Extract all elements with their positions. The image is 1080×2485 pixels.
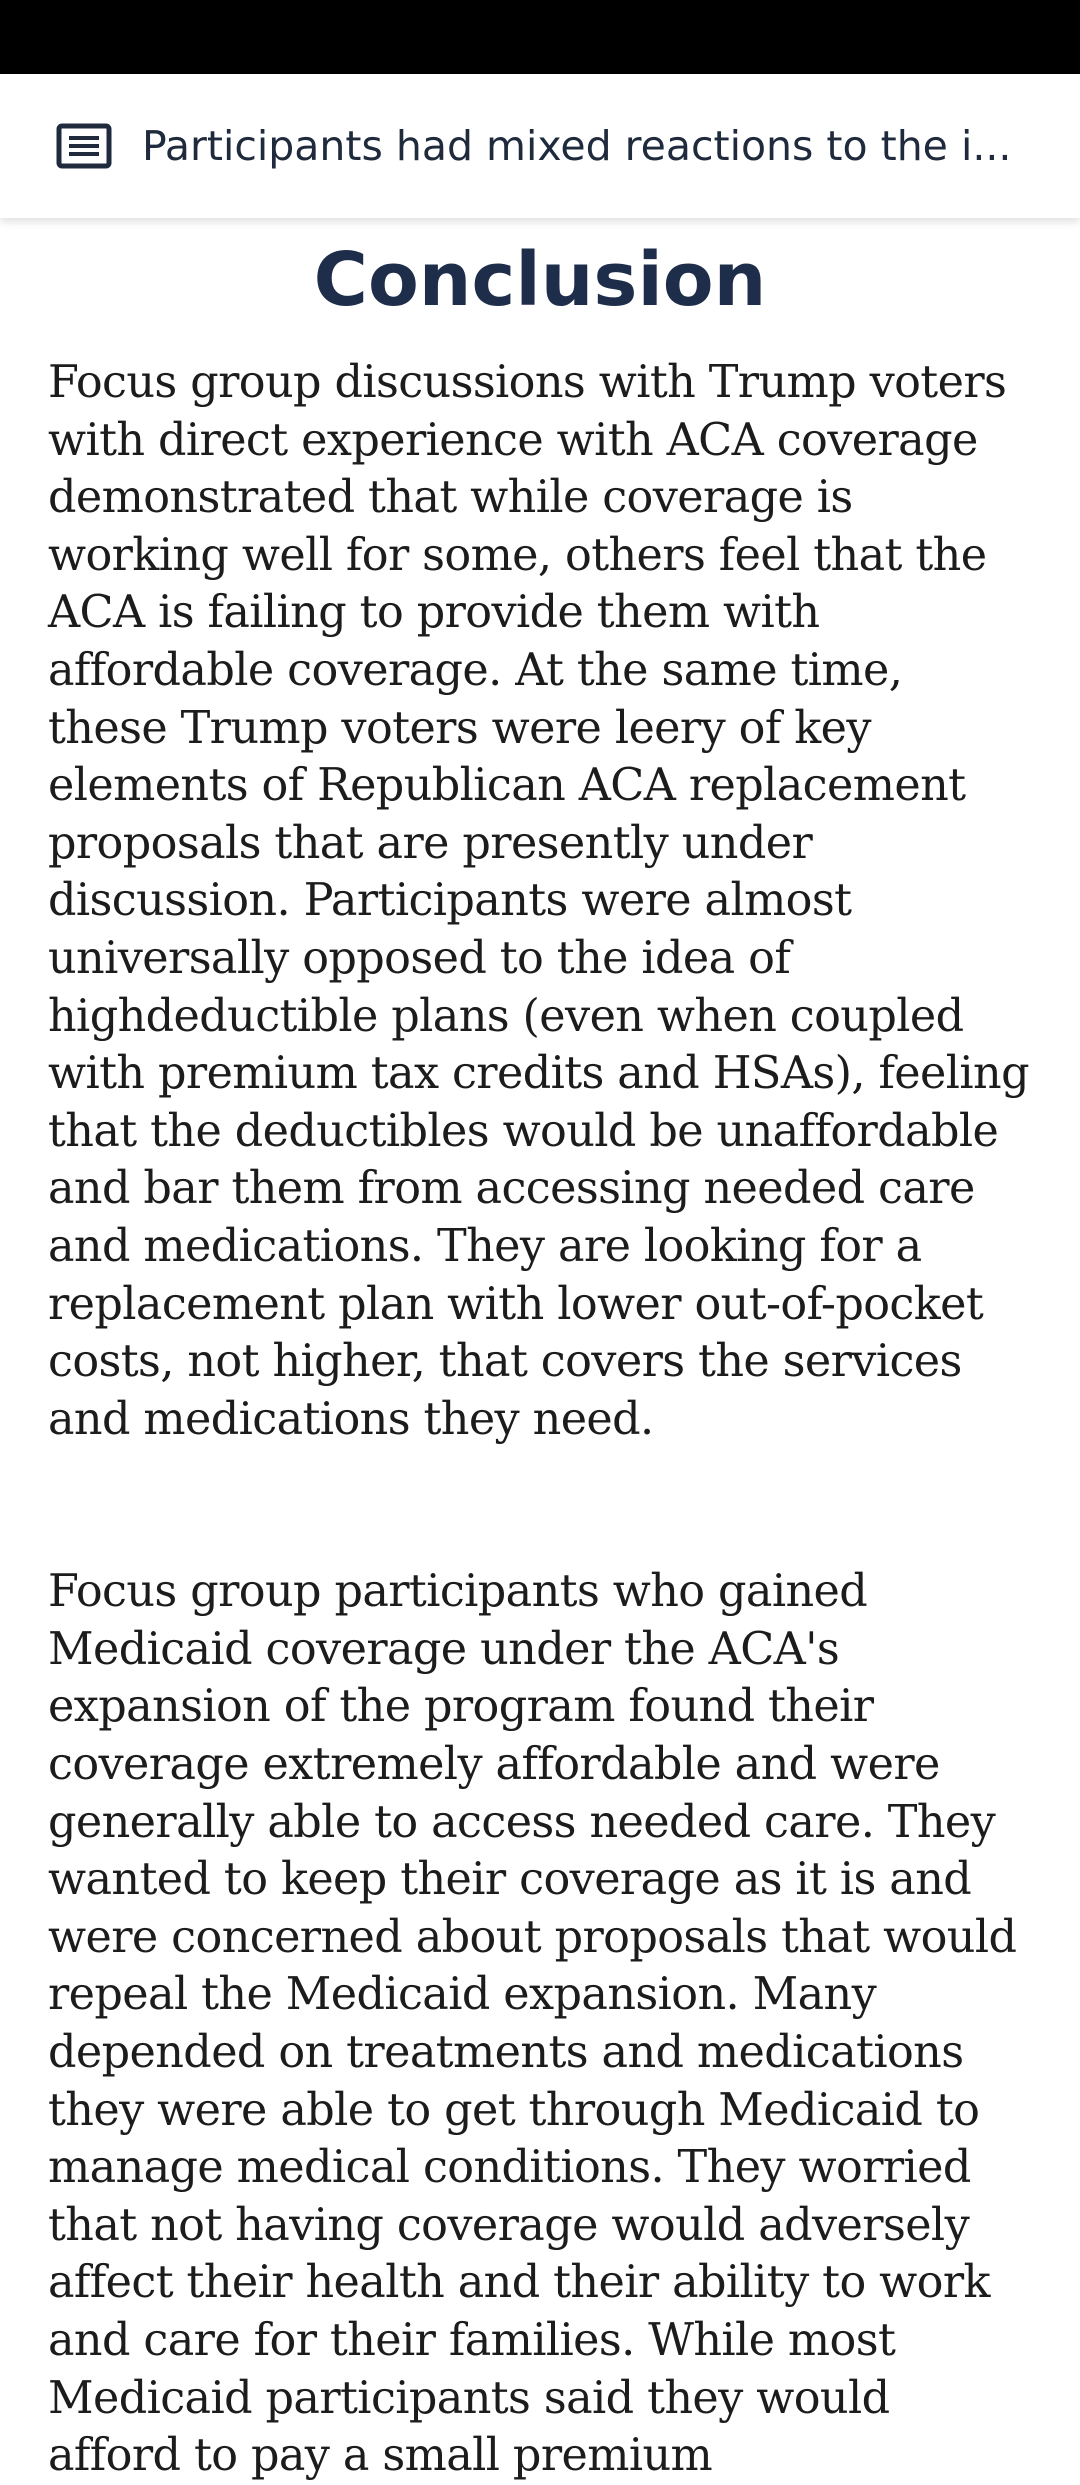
article-content[interactable] <box>0 218 1080 2482</box>
table-of-contents-button[interactable] <box>48 118 120 174</box>
paragraph: Focus group discussions with Trump voters with direct experience with ACA coverage demonstrated that while coverage is working well for some, others feel that the ACA is failing to provide them with affordable coverage. At the same time, these Trump voters were leery of key elements of Republican ACA replacement proposals that are presently under discussion. Participants were almost universally opposed to the idea of highdeductible plans (even when coupled with premium tax credits and HSAs), feeling that the deductibles would be unaffordable and bar them from accessing needed care and medications. They are looking for a replacement plan with lower out-of-pocket costs, not higher, that covers the services and medications they need. <box>48 357 1029 1445</box>
status-bar <box>0 0 1080 74</box>
top-app-bar <box>0 74 1080 218</box>
table-of-contents-icon <box>56 123 112 169</box>
paragraph: Focus group participants who gained Medicaid coverage under the ACA's expansion of the program found their coverage extremely affordable and were generally able to access needed care. They wanted to keep their coverage as it is and were concerned about proposals that would repeal the Medicaid expansion. Many depended on treatments and medications they were able to get through Medicaid to manage medical conditions. They worried that not having coverage would adversely affect their health and their ability to work and care for their families. While most Medicaid participants said they would afford to pay a small premium <box>48 1566 1017 2482</box>
section-heading: Conclusion <box>313 237 767 323</box>
chapter-title: Participants had mixed reactions to the i... <box>142 122 1012 170</box>
